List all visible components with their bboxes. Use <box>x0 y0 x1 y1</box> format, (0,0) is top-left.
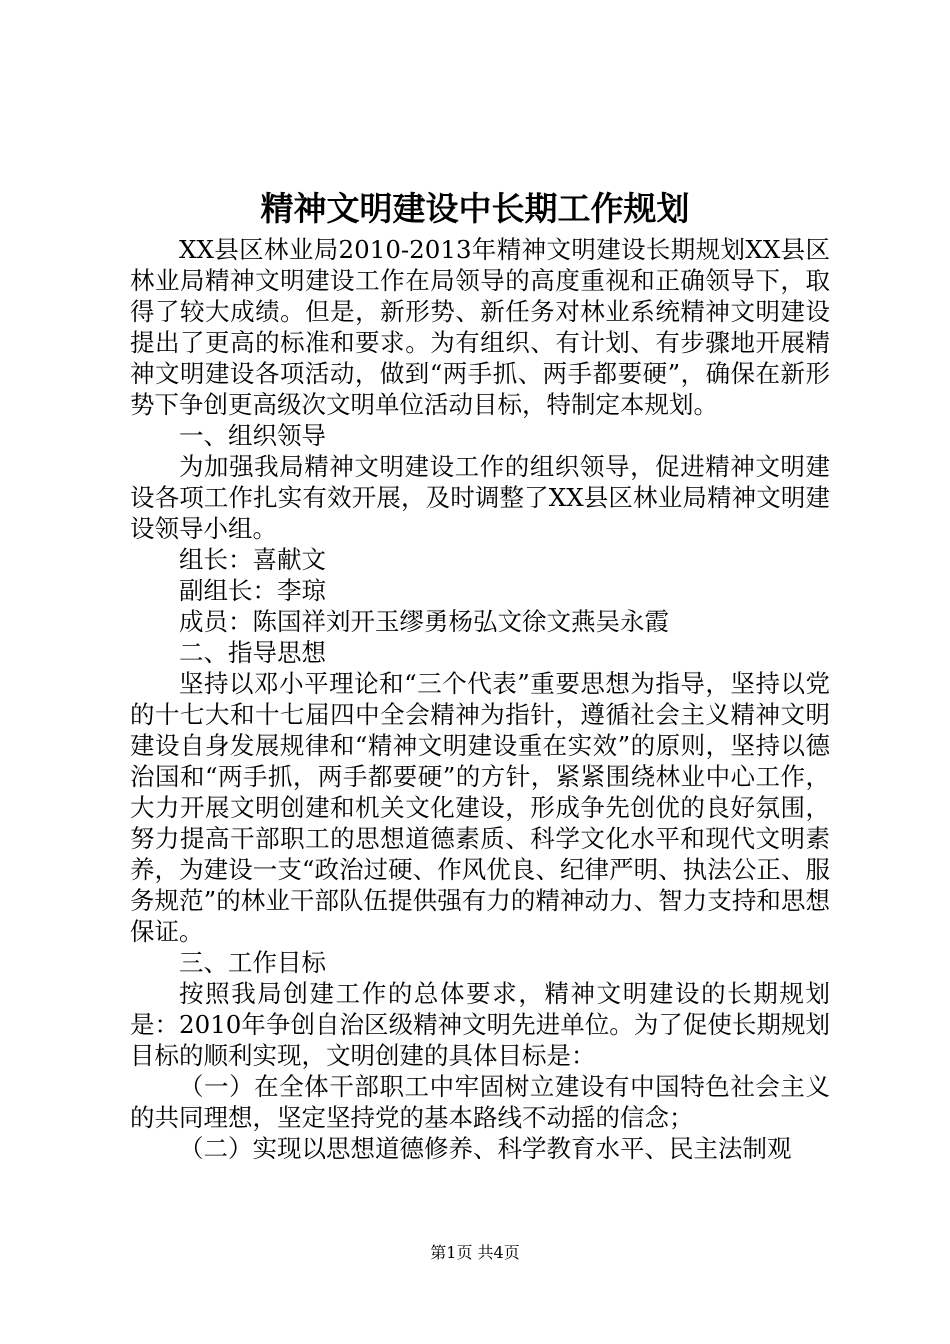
goal-item-1: （一）在全体干部职工中牢固树立建设有中国特色社会主义的共同理想，坚定坚持党的基本路线不动摇的信念； <box>130 1072 830 1132</box>
intro-paragraph: XX县区林业局2010-2013年精神文明建设长期规划XX县区林业局精神文明建设工作在局领导的高度重视和正确领导下，取得了较大成绩。但是，新形势、新任务对林业系统精神文明建设提出了更高的标准和要求。为有组织、有计划、有步骤地开展精神文明建设各项活动，做到“两手抓、两手都要硬”，确保在新形势下争创更高级次文明单位活动目标，特制定本规划。 <box>130 235 830 419</box>
document-body <box>130 234 830 1164</box>
organization-paragraph: 为加强我局精神文明建设工作的组织领导，促进精神文明建设各项工作扎实有效开展，及时调整了XX县区林业局精神文明建设领导小组。 <box>130 452 830 543</box>
deputy-leader-line: 副组长：李琼 <box>179 576 326 605</box>
section-heading-organization: 一、组织领导 <box>179 421 326 450</box>
section-heading-goals: 三、工作目标 <box>179 948 326 977</box>
group-leader-line: 组长：喜献文 <box>179 545 326 574</box>
document-title: 精神文明建设中长期工作规划 <box>260 189 690 228</box>
section-heading-guiding-thought: 二、指导思想 <box>179 638 326 667</box>
members-line: 成员：陈国祥刘开玉缪勇杨弘文徐文燕吴永霞 <box>179 607 669 636</box>
goal-item-2: （二）实现以思想道德修养、科学教育水平、民主法制观 <box>179 1134 792 1163</box>
goals-paragraph: 按照我局创建工作的总体要求，精神文明建设的长期规划是：2010年争创自治区级精神文明先进单位。为了促使长期规划目标的顺利实现，文明创建的具体目标是： <box>130 979 830 1070</box>
guiding-thought-paragraph: 坚持以邓小平理论和“三个代表”重要思想为指导，坚持以党的十七大和十七届四中全会精神为指针，遵循社会主义精神文明建设自身发展规律和“精神文明建设重在实效”的原则，坚持以德治国和“两手抓，两手都要硬”的方针，紧紧围绕林业中心工作，大力开展文明创建和机关文化建设，形成争先创优的良好氛围，努力提高干部职工的思想道德素质、科学文化水平和现代文明素养，为建设一支“政治过硬、作风优良、纪律严明、执法公正、服务规范”的林业干部队伍提供强有力的精神动力、智力支持和思想保证。 <box>130 669 830 946</box>
page-footer: 第1页 共4页 <box>430 1243 520 1262</box>
